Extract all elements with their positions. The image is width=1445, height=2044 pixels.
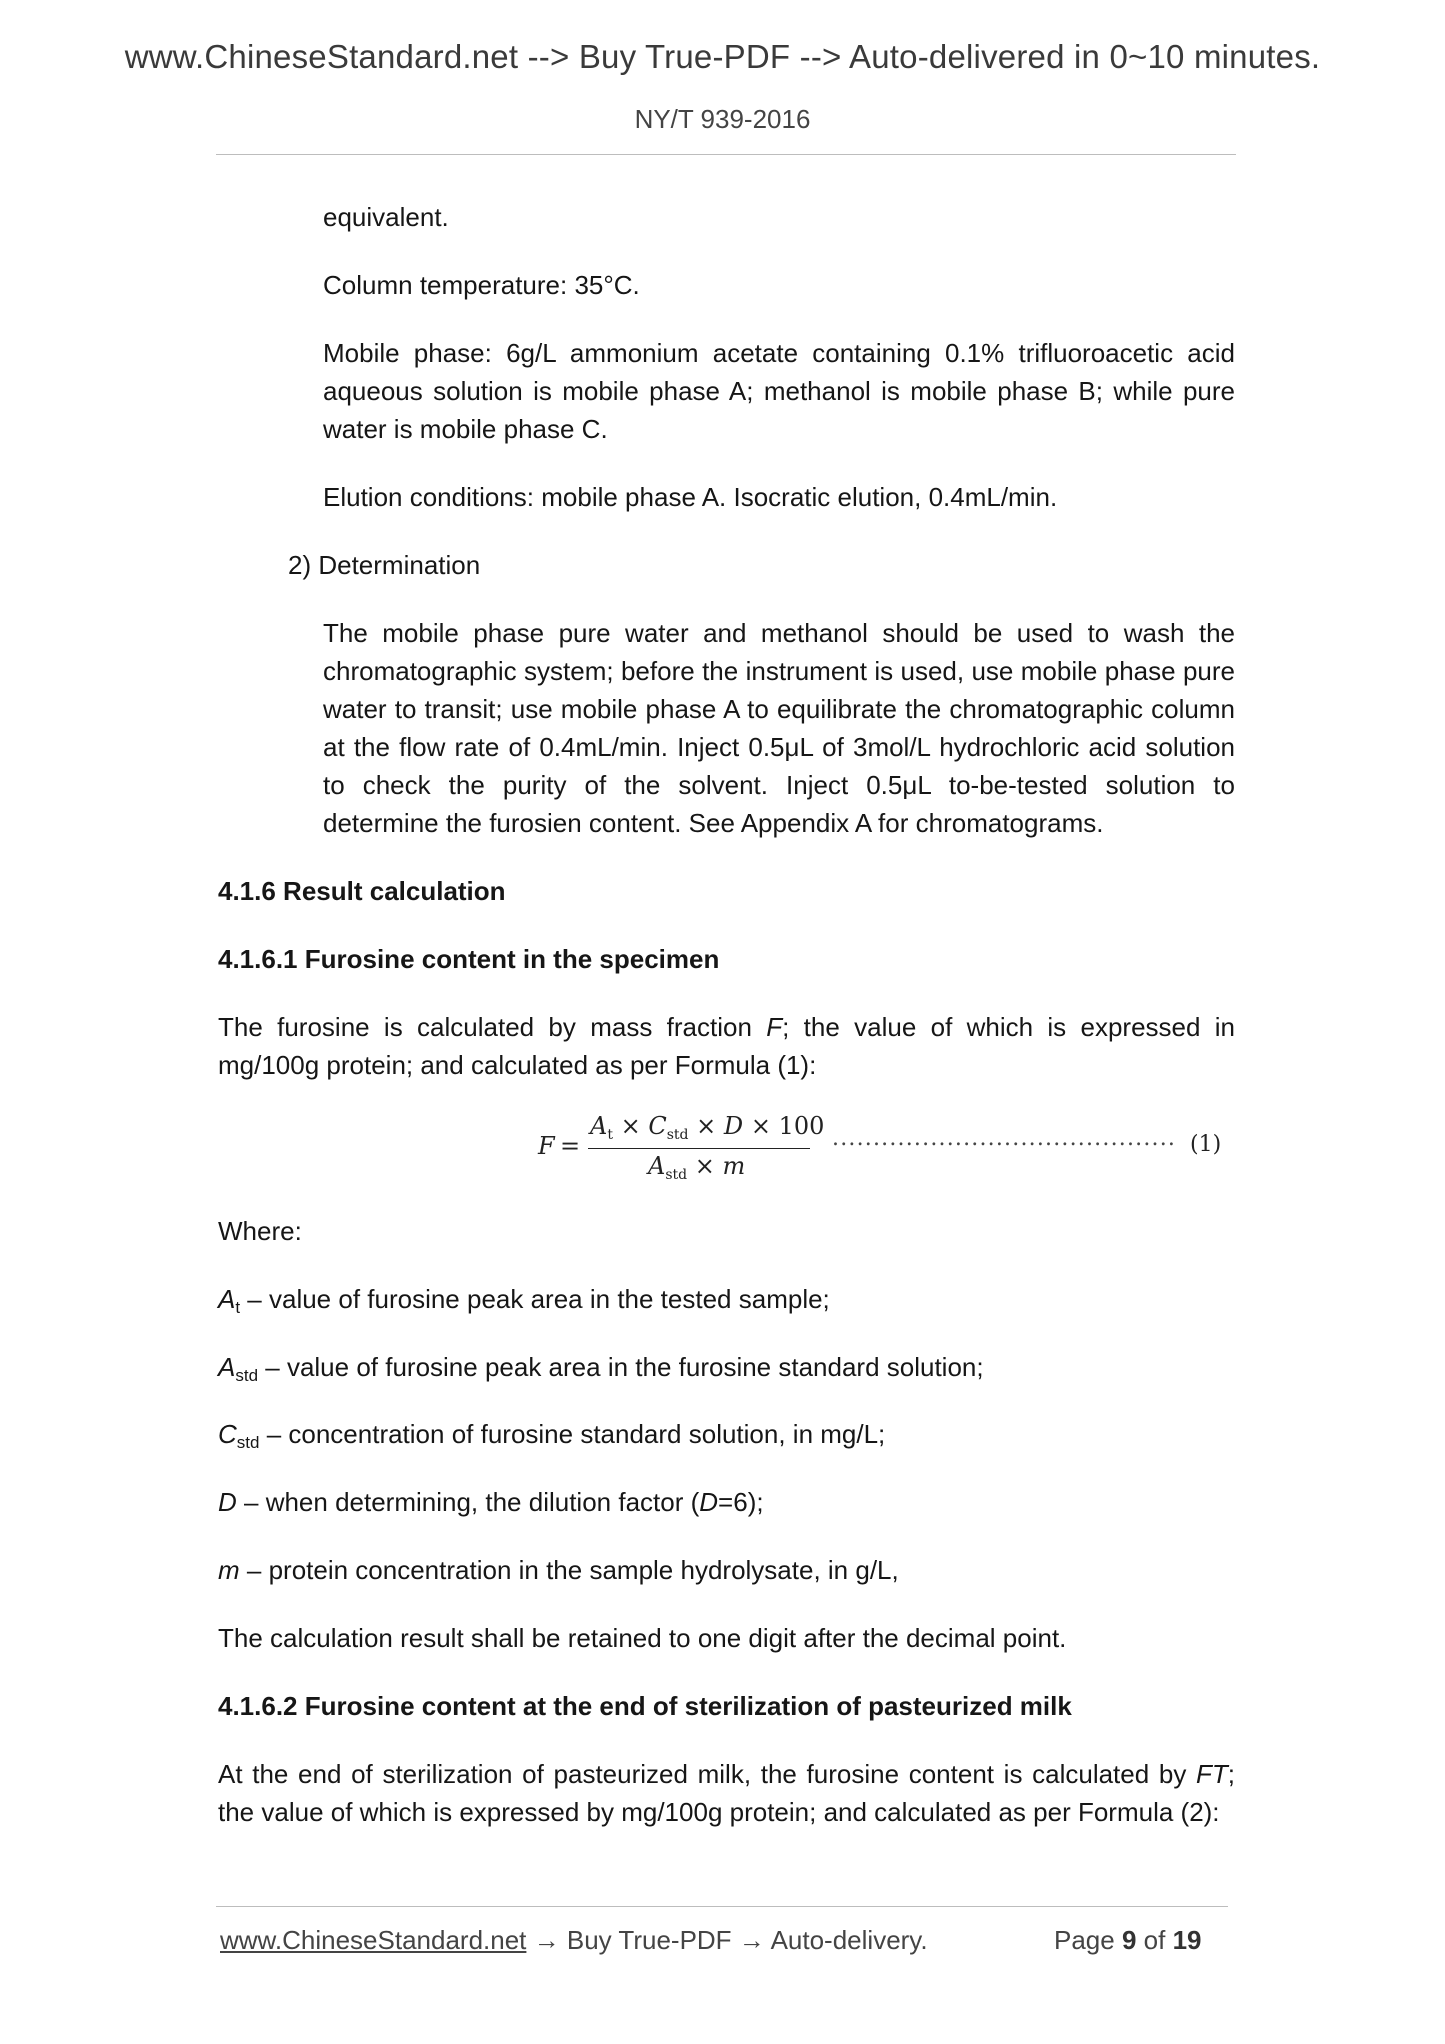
formula-sub: std	[666, 1127, 689, 1143]
page-total: 19	[1172, 1925, 1202, 1955]
symbol-A: A	[218, 1284, 236, 1314]
page-indicator	[1054, 1925, 1202, 1956]
formula-denominator	[648, 1152, 745, 1183]
formula-sym: m	[722, 1152, 746, 1180]
formula-op: ×	[750, 1112, 771, 1140]
para-furosine-calculation	[218, 1008, 1235, 1084]
formula-sym: C	[648, 1112, 667, 1140]
subscript-std: std	[236, 1433, 260, 1452]
para-determination: The mobile phase pure water and methanol should be used to wash the chromatographic system; before the instrument is used, use mobile phase pure water to transit; use mobile phase A to equilibrate the chromatographic column at the flow rate of 0.4mL/min. Inject 0.5μL of 3mol/L hydrochloric acid solution to check the purity of the solvent. Inject 0.5μL to-be-tested solution to determine the furosien content. See Appendix A for chromatograms.	[323, 618, 1235, 838]
formula-const: 100	[778, 1112, 825, 1140]
definition-m	[218, 1551, 1235, 1589]
formula-equals: =	[560, 1132, 581, 1160]
para-retain-digit: The calculation result shall be retained to one digit after the decimal point.	[218, 1623, 1067, 1653]
footer-left	[220, 1925, 928, 1956]
definition-Cstd	[218, 1415, 1235, 1462]
formula-sub: t	[607, 1127, 613, 1143]
symbol-FT: FT	[1196, 1759, 1228, 1789]
formula-1	[530, 1112, 1240, 1183]
text-run: The furosine is calculated by mass fraction	[218, 1012, 767, 1042]
of-word: of	[1143, 1925, 1166, 1955]
formula-lhs: F	[538, 1132, 555, 1160]
footer-buy-text: → Buy True-PDF → Auto-delivery.	[526, 1925, 928, 1955]
formula-op: ×	[696, 1112, 717, 1140]
symbol-A: A	[218, 1352, 236, 1382]
page-word: Page	[1054, 1925, 1115, 1955]
formula-leader-dots: ..........................................	[832, 1126, 1177, 1151]
formula-numerator	[590, 1112, 824, 1143]
definition-D	[218, 1483, 1235, 1521]
symbol-D: D	[699, 1487, 719, 1517]
section-heading-4-1-6: 4.1.6 Result calculation	[218, 876, 506, 906]
standard-code: NY/T 939-2016	[634, 104, 811, 134]
definition-text: – value of furosine peak area in the furosine standard solution;	[258, 1352, 984, 1382]
top-banner[interactable]: www.ChineseStandard.net --> Buy True-PDF --> Auto-delivered in 0~10 minutes.	[124, 38, 1321, 75]
definition-Astd	[218, 1348, 1235, 1395]
definition-text: – concentration of furosine standard solution, in mg/L;	[259, 1419, 886, 1449]
subscript-t: t	[235, 1298, 241, 1317]
footer-divider	[216, 1906, 1228, 1907]
formula-number: (1)	[1190, 1132, 1222, 1157]
definition-text: – value of furosine peak area in the tested sample;	[240, 1284, 830, 1314]
text-run: ; the value of which is expressed in mg/100g protein; and calculated as per Formula (1):	[218, 1012, 1236, 1080]
symbol-F: F	[766, 1012, 783, 1042]
footer-site-link[interactable]: www.ChineseStandard.net	[220, 1925, 527, 1955]
where-label: Where:	[218, 1216, 302, 1246]
formula-sub: std	[665, 1167, 688, 1183]
para-equivalent: equivalent.	[323, 202, 449, 232]
para-pasteurized-milk	[218, 1755, 1235, 1831]
formula-sym: D	[723, 1112, 744, 1140]
subscript-std: std	[235, 1366, 259, 1385]
formula-op: ×	[620, 1112, 641, 1140]
formula-sym: A	[590, 1112, 608, 1140]
text-run: At the end of sterilization of pasteurized milk, the furosine content is calculated by	[218, 1759, 1196, 1789]
page-number: 9	[1121, 1925, 1137, 1955]
header-divider	[216, 154, 1236, 155]
definition-text: – when determining, the dilution factor (	[236, 1487, 700, 1517]
definition-text: – protein concentration in the sample hydrolysate, in g/L,	[239, 1555, 899, 1585]
section-heading-4-1-6-1: 4.1.6.1 Furosine content in the specimen	[218, 944, 720, 974]
para-column-temperature: Column temperature: 35°C.	[323, 270, 640, 300]
definition-At	[218, 1280, 1235, 1327]
para-mobile-phase: Mobile phase: 6g/L ammonium acetate containing 0.1% trifluoroacetic acid aqueous solution is mobile phase A; methanol is mobile phase B; while pure water is mobile phase C.	[323, 338, 1235, 444]
formula-op: ×	[694, 1152, 715, 1180]
para-elution-conditions: Elution conditions: mobile phase A. Isocratic elution, 0.4mL/min.	[323, 482, 1058, 512]
text-run: ; the value of which is expressed by mg/100g protein; and calculated as per Formula (2):	[218, 1759, 1235, 1827]
determination-heading: 2) Determination	[288, 550, 481, 580]
symbol-m: m	[218, 1555, 240, 1585]
symbol-D: D	[218, 1487, 237, 1517]
symbol-C: C	[218, 1419, 237, 1449]
definition-text: =6);	[718, 1487, 764, 1517]
formula-fraction-bar	[588, 1148, 810, 1149]
section-heading-4-1-6-2: 4.1.6.2 Furosine content at the end of sterilization of pasteurized milk	[218, 1691, 1072, 1721]
formula-sym: A	[648, 1152, 666, 1180]
